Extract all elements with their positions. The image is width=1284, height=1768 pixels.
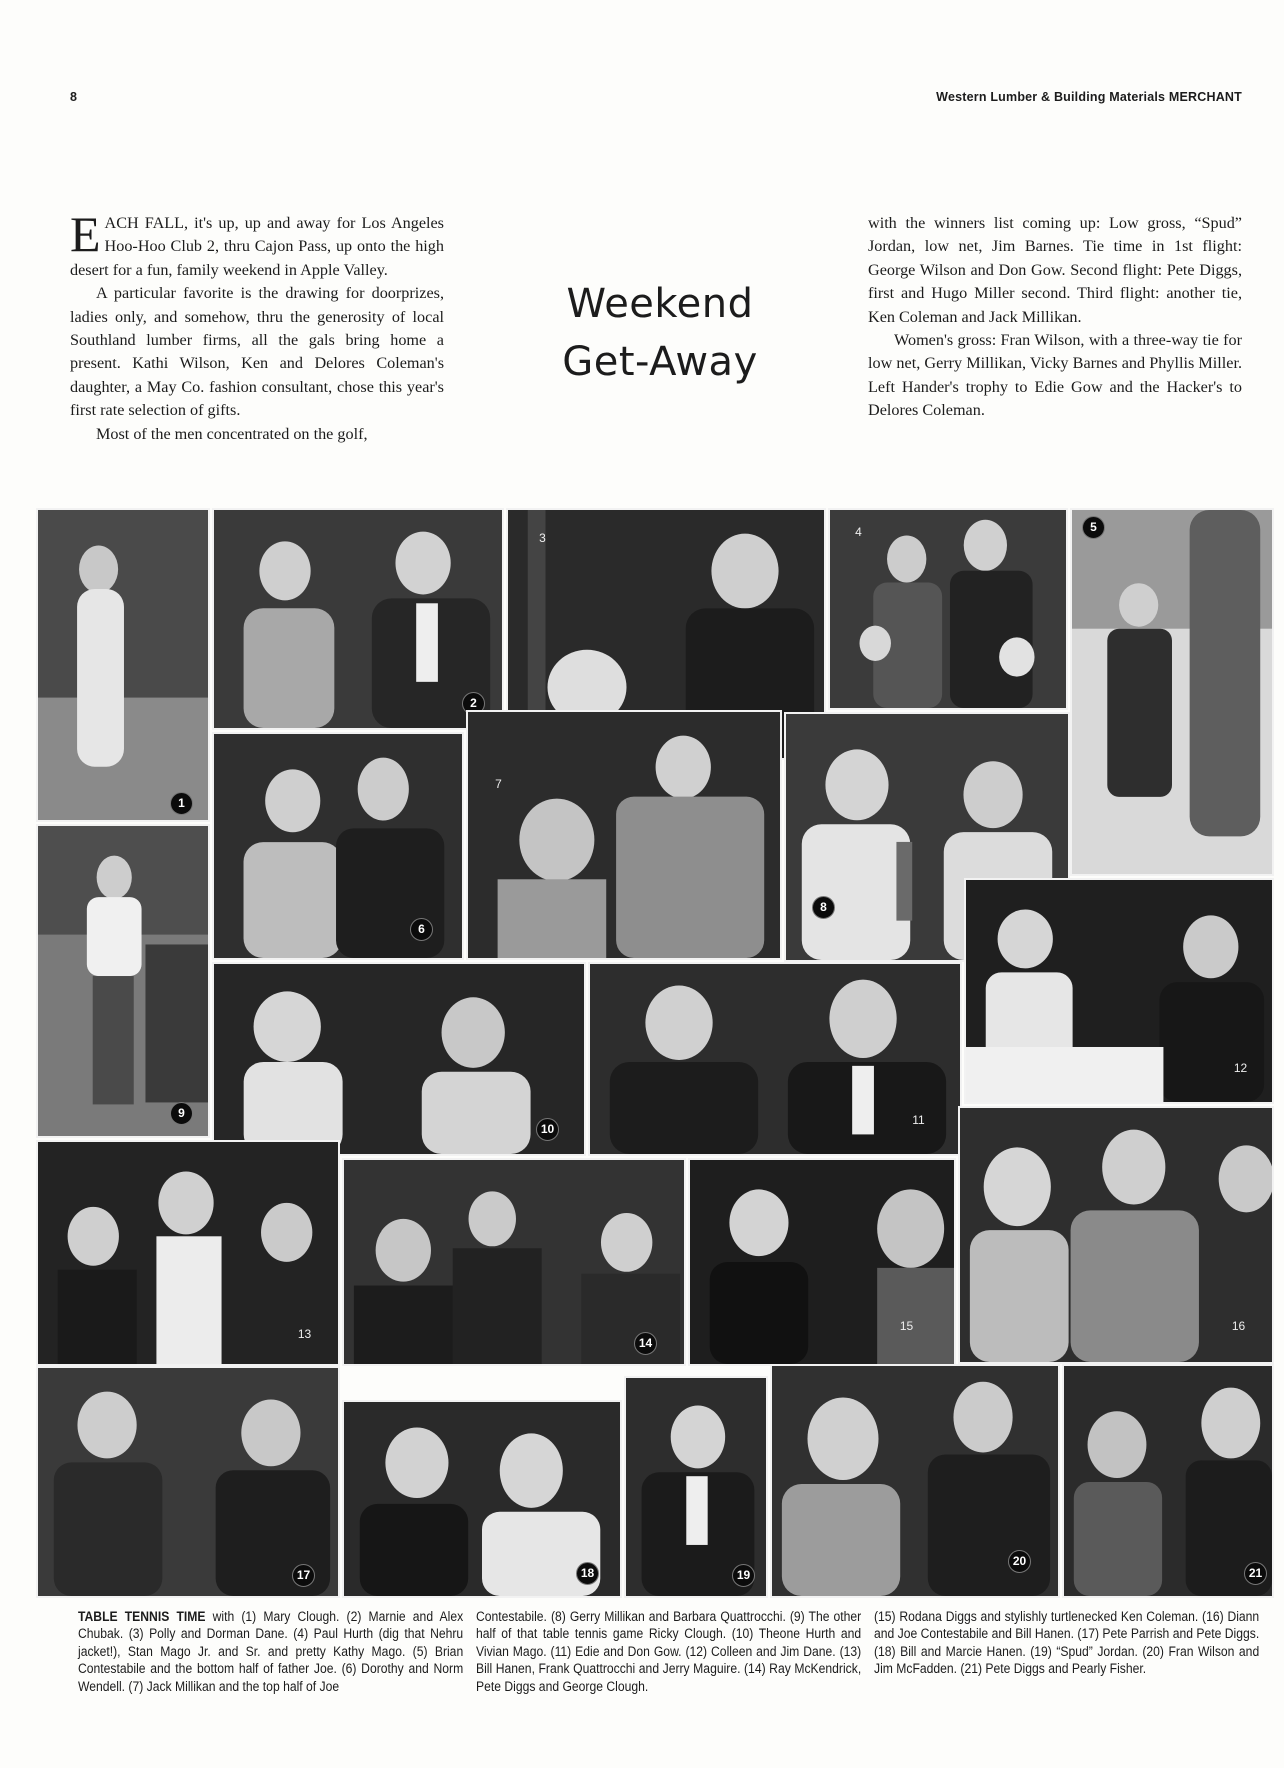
photo-number: 1 [170, 792, 193, 815]
photo-number: 11 [912, 1113, 925, 1127]
drop-cap: E [70, 206, 101, 262]
photo-19 [624, 1376, 768, 1598]
photo-4 [828, 508, 1068, 710]
photo-11 [588, 962, 962, 1156]
paragraph: Women's gross: Fran Wilson, with a three-way tie for low net, Gerry Millikan, Vicky Barnes and Phyllis Miller. Left Hander's trophy to Edie Gow and the Hacker's to Delores Coleman. [868, 331, 1242, 420]
photo-1 [36, 508, 210, 822]
paragraph: A particular favorite is the drawing for doorprizes, ladies only, and somehow, thru the generosity of local Southland lumber firms, all the gals bring home a present. Kathi Wilson, Ken and Delores Coleman's daughter, a May Co. fashion consultant, chose this year's first rate selection of gifts. [70, 284, 444, 420]
paragraph: ACH FALL, it's up, up and away for Los Angeles Hoo-Hoo Club 2, thru Cajon Pass, up onto the high desert for a fun, family weekend in Apple Valley. [70, 214, 444, 279]
photo-number: 19 [732, 1564, 755, 1587]
photo-2 [212, 508, 504, 730]
photo-number: 16 [1231, 1319, 1246, 1333]
photo-number: 10 [536, 1118, 559, 1141]
photo-number: 20 [1008, 1550, 1031, 1573]
photo-number: 15 [899, 1319, 914, 1333]
title-line: Weekend [566, 281, 754, 327]
photo-20 [770, 1364, 1060, 1598]
photo-14 [342, 1158, 686, 1366]
photo-number: 5 [1082, 516, 1105, 539]
photo-21 [1062, 1364, 1274, 1598]
photo-18 [342, 1400, 622, 1598]
photo-number: 7 [495, 777, 502, 791]
photo-13 [36, 1140, 340, 1366]
photo-17 [36, 1366, 340, 1598]
photo-number: 12 [1233, 1061, 1248, 1075]
photo-number: 17 [292, 1564, 315, 1587]
article-title [540, 275, 780, 391]
photo-number: 2 [462, 692, 485, 715]
photo-number: 21 [1244, 1562, 1267, 1585]
photo-10 [212, 962, 586, 1156]
photo-16 [958, 1106, 1274, 1364]
title-line: Get-Away [562, 339, 758, 385]
caption-column-1 [78, 1608, 463, 1695]
photo-number: 3 [539, 531, 546, 545]
photo-9 [36, 824, 210, 1138]
photo-7 [466, 710, 782, 960]
caption-text: (15) Rodana Diggs and stylishly turtlenecked Ken Coleman. (16) Diann and Joe Contestabile and Bill Hanen. (17) Pete Parrish and Pete Diggs. (18) Bill and Marcie Hanen. (19) “Spud” Jordan. (20) Fran Wilson and Jim McFadden. (21) Pete Diggs and Pearly Fisher. [874, 1609, 1260, 1677]
photo-number: 9 [170, 1102, 193, 1125]
photo-6 [212, 732, 464, 960]
photo-number: 8 [812, 896, 835, 919]
article-column-2 [868, 212, 1242, 423]
photo-number: 13 [297, 1327, 312, 1341]
caption-text: with (1) Mary Clough. (2) Marnie and Alex Chubak. (3) Polly and Dorman Dane. (4) Paul Hurth (dig that Nehru jacket!), Stan Mago Jr. and Sr. and pretty Kathy Mago. (5) Brian Contestabile and the bottom half of father Joe. (6) Dorothy and Norm Wendell. (7) Jack Millikan and the top half of Joe [78, 1609, 464, 1694]
caption-text: Contestabile. (8) Gerry Millikan and Barbara Quattrocchi. (9) The other half of that table tennis game Ricky Clough. (10) Theone Hurth and Vivian Mago. (11) Edie and Don Gow. (12) Colleen and Jim Dane. (13) Bill Hanen, Frank Quattrocchi and Jerry Maguire. (14) Ray McKendrick, Pete Diggs and George Clough. [476, 1609, 862, 1694]
photo-15 [688, 1158, 956, 1366]
article-column-1 [70, 206, 444, 446]
photo-12 [964, 878, 1274, 1104]
photo-number: 14 [634, 1332, 657, 1355]
paragraph: Most of the men concentrated on the golf, [96, 424, 368, 443]
caption-column-2 [476, 1608, 861, 1695]
publication-name: Western Lumber & Building Materials MERCHANT [936, 90, 1242, 104]
photo-number: 18 [576, 1562, 599, 1585]
caption-column-3 [874, 1608, 1259, 1678]
caption-lead: TABLE TENNIS TIME [78, 1609, 206, 1624]
photo-number: 4 [855, 525, 862, 539]
paragraph: with the winners list coming up: Low gross, “Spud” Jordan, low net, Jim Barnes. Tie time in 1st flight: George Wilson and Don Gow. Second flight: Pete Diggs, first and Hugo Miller second. Third flight: another tie, Ken Coleman and Jack Millikan. [868, 214, 1242, 326]
photo-number: 6 [410, 918, 433, 941]
page-number: 8 [70, 90, 78, 104]
photo-5 [1070, 508, 1274, 876]
